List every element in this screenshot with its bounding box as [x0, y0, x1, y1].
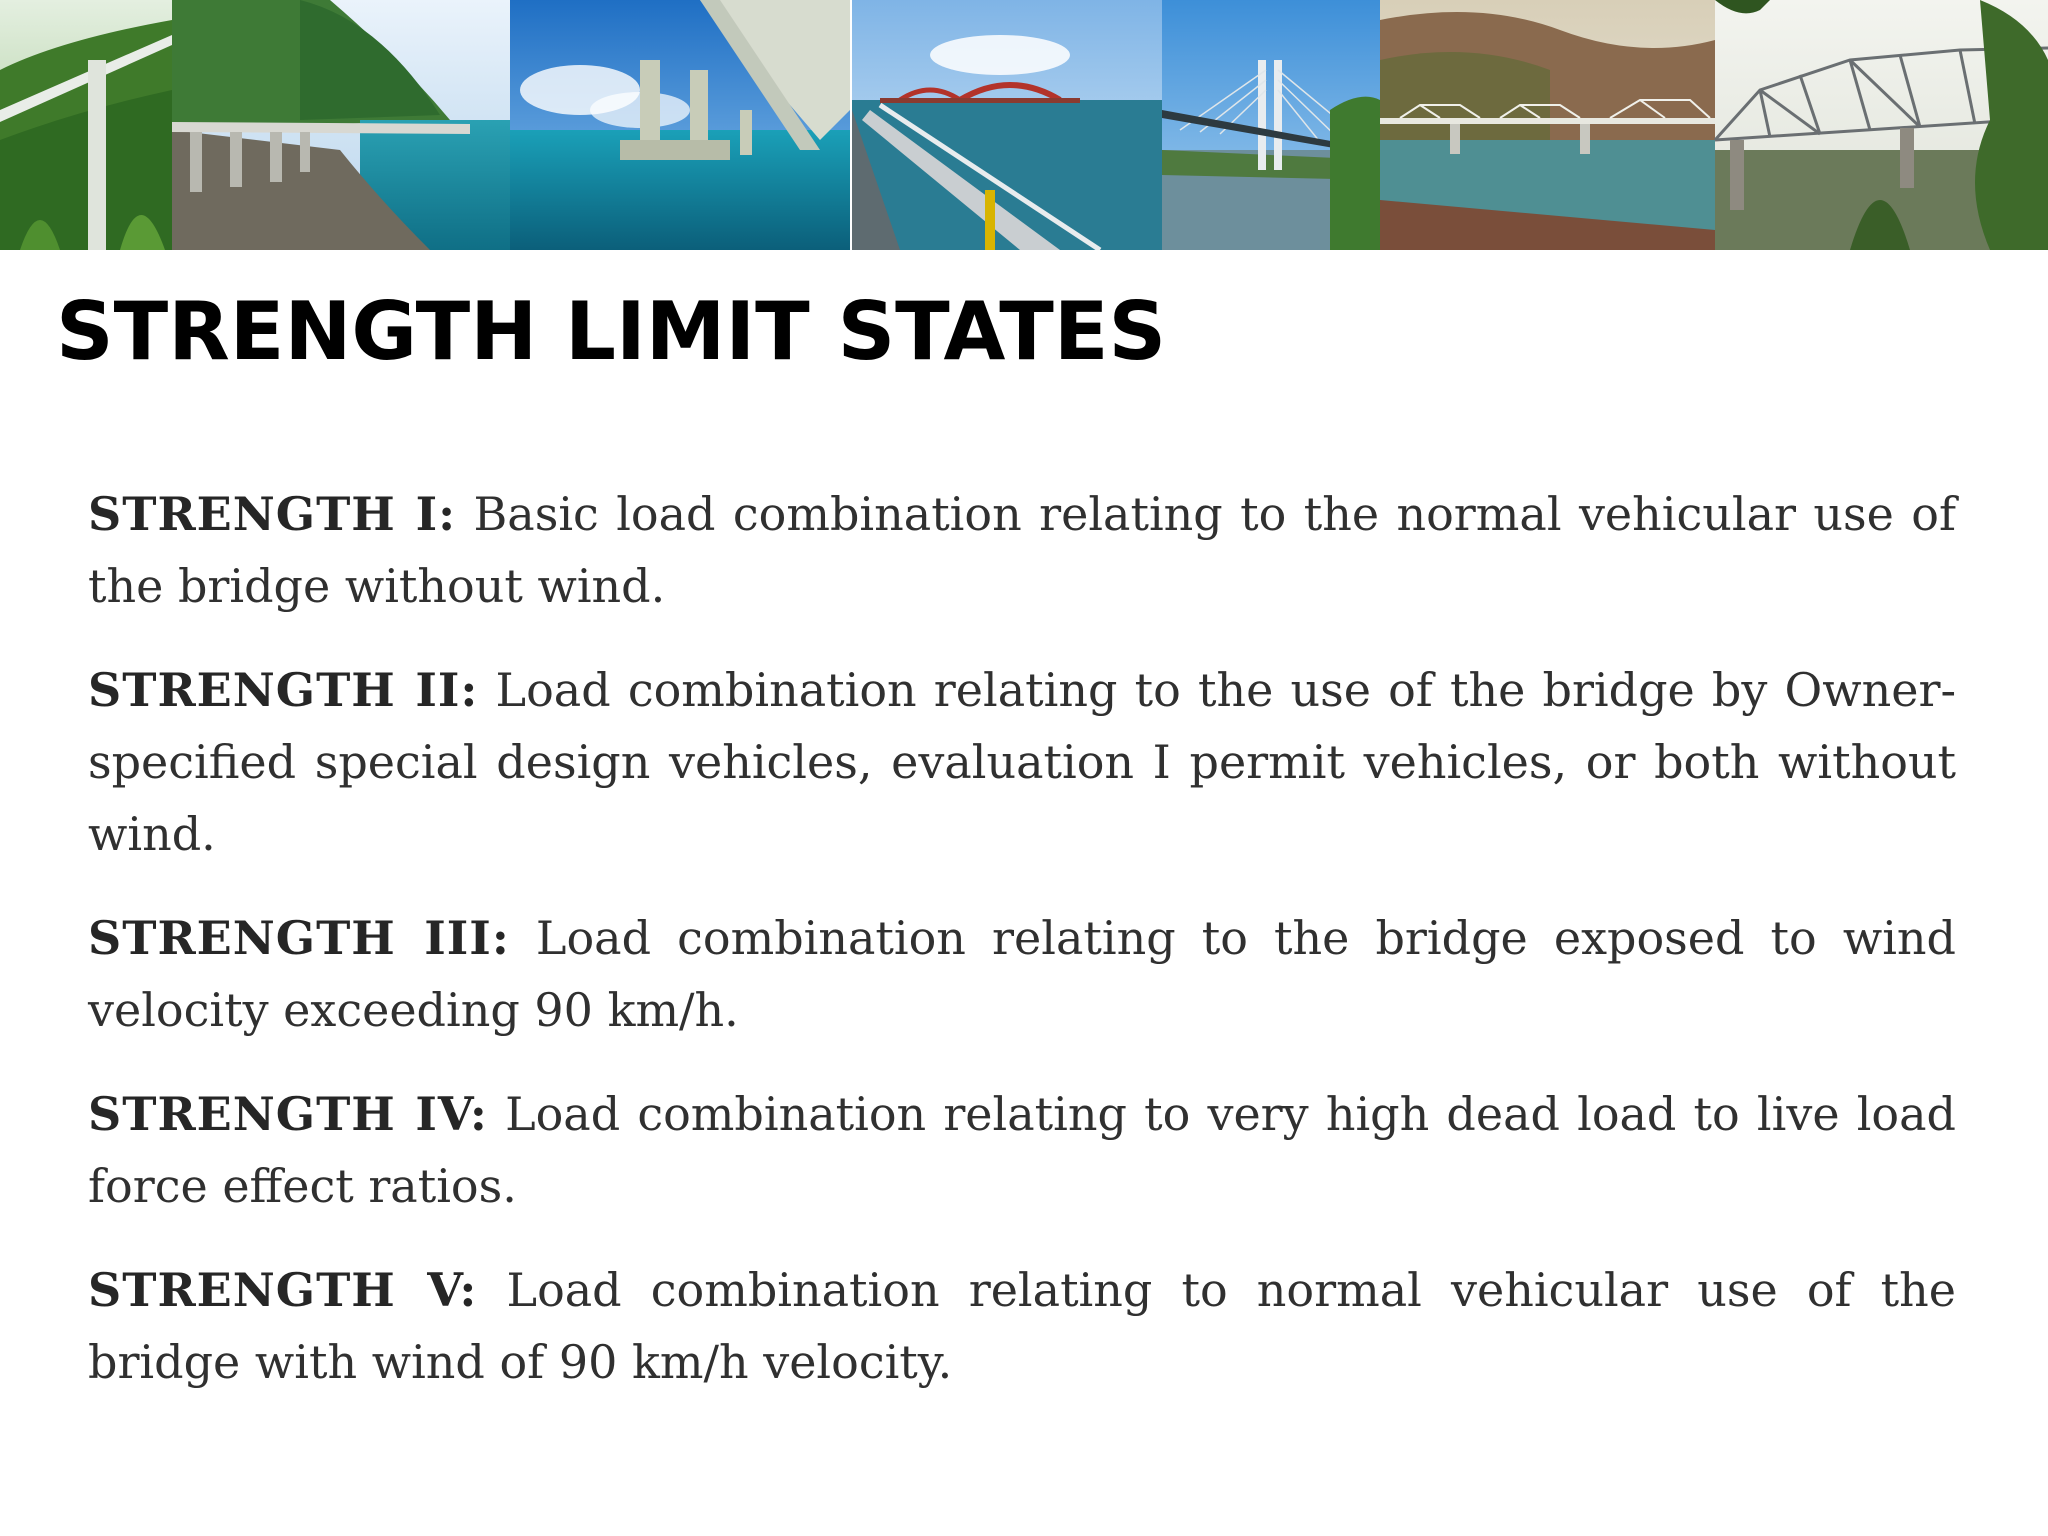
truss-bridge-photo	[1380, 0, 1715, 250]
list-item	[88, 1078, 1956, 1222]
list-item	[88, 478, 1956, 622]
term-description: Load combination relating to very high dead load to live load force effect ratios.	[88, 1087, 1956, 1213]
list-item	[88, 1254, 1956, 1398]
cable-stayed-bridge-photo	[1162, 0, 1380, 250]
slide-title: STRENGTH LIMIT STATES	[56, 285, 1167, 378]
limit-states-list	[88, 478, 1956, 1430]
term-description: Load combination relating to normal vehicular use of the bridge with wind of 90 km/h velocity.	[88, 1263, 1957, 1389]
list-item	[88, 654, 1956, 870]
term-description: Load combination relating to the use of the bridge by Owner-specified special design vehicles, evaluation I permit vehicles, or both without wind.	[88, 663, 1957, 861]
concrete-bridge-photo	[510, 0, 850, 250]
term-label: STRENGTH II:	[88, 663, 479, 717]
term-label: STRENGTH III:	[88, 911, 510, 965]
viaduct-photo	[0, 0, 172, 250]
banner-photo-collage	[0, 0, 2048, 250]
term-label: STRENGTH IV:	[88, 1087, 488, 1141]
term-label: STRENGTH V:	[88, 1263, 478, 1317]
term-description: Load combination relating to the bridge exposed to wind velocity exceeding 90 km/h.	[88, 911, 1956, 1037]
coastal-bridge-photo	[172, 0, 510, 250]
arch-bridge-photo	[852, 0, 1162, 250]
term-label: STRENGTH I:	[88, 487, 457, 541]
steel-truss-bridge-photo	[1715, 0, 2048, 250]
list-item	[88, 902, 1956, 1046]
term-description: Basic load combination relating to the normal vehicular use of the bridge without wind.	[88, 487, 1957, 613]
